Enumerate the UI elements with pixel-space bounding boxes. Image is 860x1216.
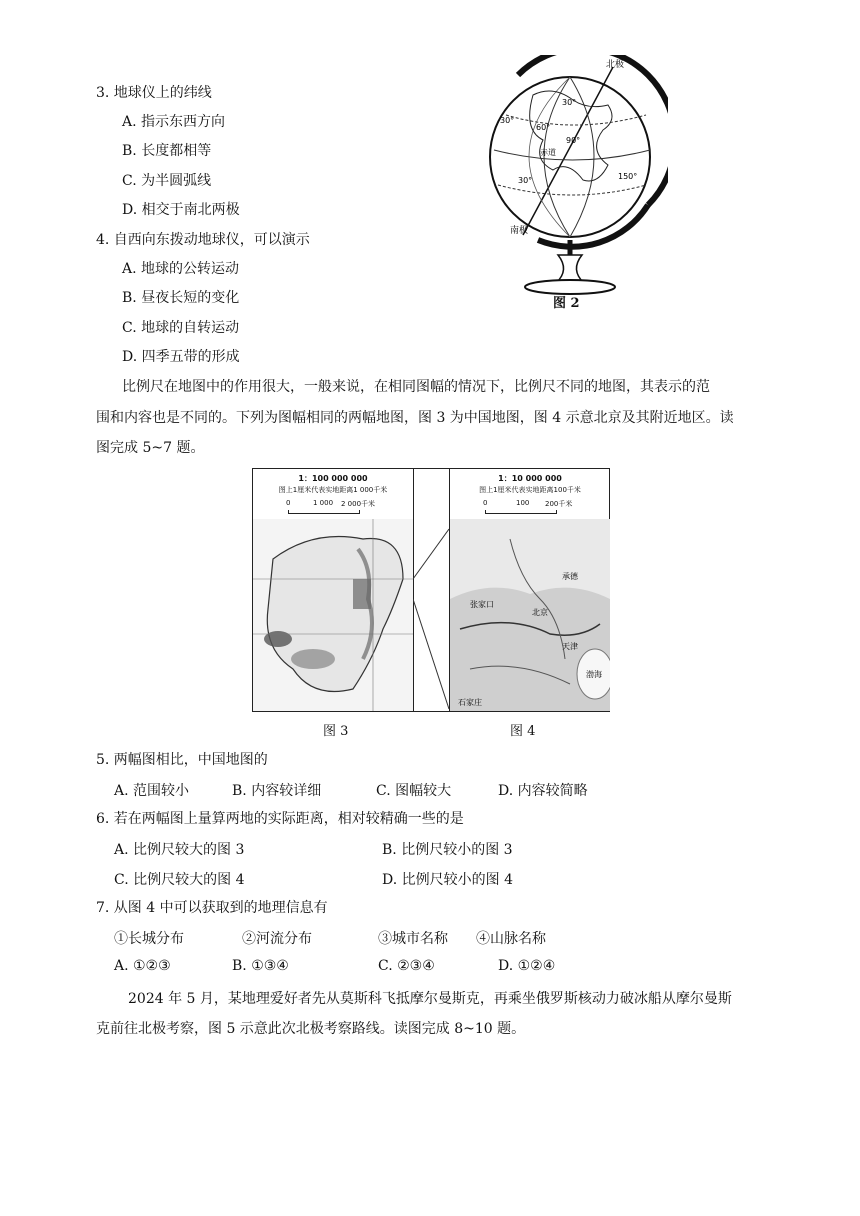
- label-lon90: 90°: [566, 136, 581, 145]
- q6-option-b: B. 比例尺较小的图 3: [382, 842, 513, 858]
- q4-option-c: C. 地球的自转运动: [122, 320, 240, 336]
- q5-stem: 5. 两幅图相比，中国地图的: [96, 752, 268, 768]
- beijing-map-sketch: [450, 519, 610, 711]
- figure-3-caption: 图 3: [323, 724, 349, 739]
- place-tianjin: 天津: [562, 642, 578, 651]
- q4-stem: 4. 自西向东拨动地球仪，可以演示: [96, 232, 310, 248]
- place-beijing: 北京: [532, 608, 548, 617]
- zoom-connector-lines: [413, 469, 449, 711]
- intro-1-line-1: 比例尺在地图中的作用很大，一般来说，在相同图幅的情况下，比例尺不同的地图，其表示的范: [122, 379, 710, 395]
- q5-option-b: B. 内容较详细: [232, 783, 322, 799]
- q7-option-b: B. ①③④: [232, 958, 289, 974]
- place-shijiazhuang: 石家庄: [458, 698, 482, 707]
- place-zhangjiakou: 张家口: [470, 600, 494, 609]
- q6-stem: 6. 若在两幅图上量算两地的实际距离，相对较精确一些的是: [96, 811, 464, 827]
- figure-4-scale-ratio: 1：10 000 000: [498, 474, 562, 483]
- q6-option-d: D. 比例尺较小的图 4: [382, 872, 513, 888]
- figure-3-tick-1: 1 000: [313, 499, 334, 507]
- figure-4-scale-text: 图上1厘米代表实地距离100千米: [479, 486, 581, 494]
- q3-option-c: C. 为半圆弧线: [122, 173, 212, 189]
- intro-1-line-3: 图完成 5~7 题。: [96, 440, 205, 456]
- intro-1-line-2: 围和内容也是不同的。下列为图幅相同的两幅地图，图 3 为中国地图，图 4 示意北京及其附近地区。读: [96, 410, 734, 426]
- q6-option-c: C. 比例尺较大的图 4: [114, 872, 245, 888]
- figure-3-tick-0: 0: [286, 499, 291, 507]
- q5-option-c: C. 图幅较大: [376, 783, 452, 799]
- q5-option-d: D. 内容较简略: [498, 783, 588, 799]
- figure-3-tick-2: 2 000千米: [341, 500, 376, 508]
- globe-illustration: [478, 55, 668, 313]
- q7-option-d: D. ①②④: [498, 958, 556, 974]
- q7-item-1: ①长城分布: [114, 931, 184, 947]
- label-equator: 赤道: [540, 148, 556, 157]
- q7-item-4: ④山脉名称: [476, 931, 546, 947]
- label-lat30b: 30°: [500, 116, 515, 125]
- figure-4-tick-0: 0: [483, 499, 488, 507]
- q3-option-b: B. 长度都相等: [122, 143, 212, 159]
- q3-option-a: A. 指示东西方向: [122, 114, 226, 130]
- q7-option-c: C. ②③④: [378, 958, 435, 974]
- figure-4-scale-box: [450, 469, 610, 520]
- figure-3-scale-box: [253, 469, 413, 520]
- place-bohai: 渤海: [586, 670, 602, 679]
- figure-4-tick-2: 200千米: [545, 500, 573, 508]
- figure-4-tick-1: 100: [516, 499, 530, 507]
- figure-4-map: [449, 469, 610, 711]
- china-map-sketch: [253, 519, 413, 711]
- intro-2-line-1: 2024 年 5 月，某地理爱好者先从莫斯科飞抵摩尔曼斯克，再乘坐俄罗斯核动力破冰船从摩尔曼斯: [128, 991, 732, 1007]
- figure-3-scale-bar: [288, 510, 360, 514]
- q7-stem: 7. 从图 4 中可以获取到的地理信息有: [96, 900, 328, 916]
- q4-option-d: D. 四季五带的形成: [122, 349, 240, 365]
- q5-option-a: A. 范围较小: [114, 783, 190, 799]
- figure-connector: [413, 469, 449, 711]
- q7-item-2: ②河流分布: [242, 931, 312, 947]
- q4-option-a: A. 地球的公转运动: [122, 261, 240, 277]
- figure-2-globe: [478, 55, 668, 313]
- q3-stem: 3. 地球仪上的纬线: [96, 85, 212, 101]
- figure-3-map: [253, 469, 414, 711]
- figure-4-caption: 图 4: [510, 724, 536, 739]
- label-lat60: 60°: [536, 123, 551, 132]
- figures-3-4-frame: [252, 468, 610, 712]
- q7-option-a: A. ①②③: [114, 958, 171, 974]
- place-chengde: 承德: [562, 572, 578, 581]
- figure-2-caption: 图 2: [553, 296, 580, 311]
- figure-4-scale-bar: [485, 510, 557, 514]
- label-north-pole: 北极: [606, 60, 625, 70]
- label-south-pole: 南极: [510, 226, 529, 236]
- figure-3-scale-text: 图上1厘米代表实地距离1 000千米: [278, 486, 388, 494]
- intro-2-line-2: 克前往北极考察，图 5 示意此次北极考察路线。读图完成 8~10 题。: [96, 1021, 526, 1037]
- q3-option-d: D. 相交于南北两极: [122, 202, 240, 218]
- figure-3-scale-ratio: 1：100 000 000: [298, 474, 368, 483]
- label-lon150: 150°: [618, 172, 638, 181]
- q7-item-3: ③城市名称: [378, 931, 448, 947]
- label-lat30a: 30°: [562, 98, 577, 107]
- q6-option-a: A. 比例尺较大的图 3: [114, 842, 245, 858]
- label-lat30c: 30°: [518, 176, 533, 185]
- q4-option-b: B. 昼夜长短的变化: [122, 290, 240, 306]
